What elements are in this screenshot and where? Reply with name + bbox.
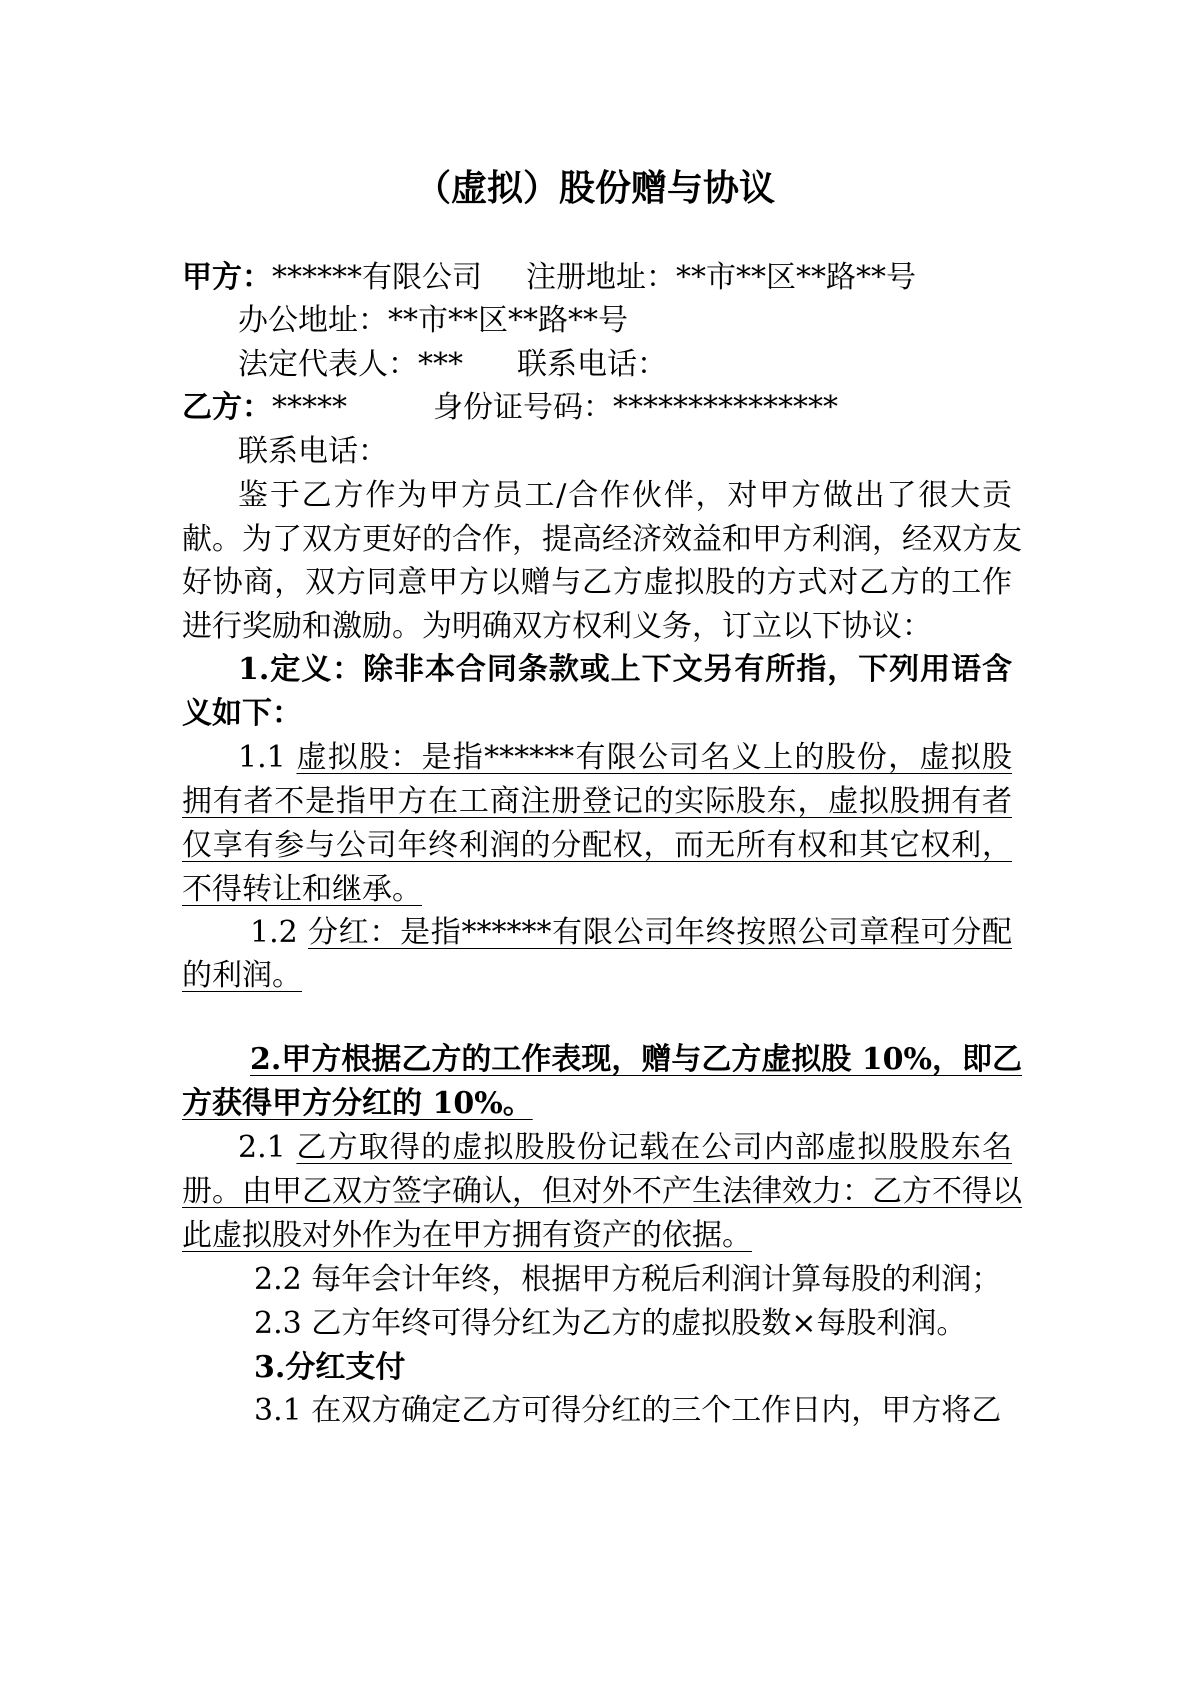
party-b-label: 乙方： xyxy=(182,390,272,425)
clause-text: 乙方取得的虚拟股股份记载在公司内部虚拟股股东名 xyxy=(296,1130,1012,1165)
preamble-line: 好协商，双方同意甲方以赠与乙方虚拟股的方式对乙方的工作 xyxy=(182,565,1012,600)
clause-1-1-line xyxy=(182,782,1012,822)
clause-2-2: 2.2 每年会计年终，根据甲方税后利润计算每股的利润； xyxy=(254,1262,1002,1297)
section-2-heading xyxy=(250,1040,1023,1080)
party-b-phone: 联系电话： xyxy=(238,434,388,469)
party-a-phone: 联系电话： xyxy=(517,347,667,382)
party-a-line xyxy=(182,258,1012,298)
preamble-line: 献。为了双方更好的合作，提高经济效益和甲方利润，经双方友 xyxy=(182,522,1022,557)
preamble-line: 鉴于乙方作为甲方员工/合作伙伴，对甲方做出了很大贡 xyxy=(238,478,1012,513)
clause-text: 的利润。 xyxy=(182,958,302,993)
clause-1-2 xyxy=(250,913,1012,953)
clause-2-1 xyxy=(238,1128,1012,1168)
section-3-heading: 3.分红支付 xyxy=(254,1350,406,1385)
section-2-heading xyxy=(182,1084,1012,1124)
clause-2-3: 2.3 乙方年终可得分红为乙方的虚拟股数×每股利润。 xyxy=(254,1306,967,1341)
clause-3-1: 3.1 在双方确定乙方可得分红的三个工作日内，甲方将乙 xyxy=(254,1393,1002,1428)
section-2-heading-text: 2.甲方根据乙方的工作表现，赠与乙方虚拟股 10%，即乙 xyxy=(250,1042,1023,1077)
party-a-rep-line xyxy=(238,345,1012,385)
clause-text: 虚拟股：是指******有限公司名义上的股份，虚拟股 xyxy=(296,740,1012,775)
document-title: （虚拟）股份赠与协议 xyxy=(414,167,775,209)
clause-1-1-line xyxy=(182,826,1012,866)
party-b-name: ***** xyxy=(272,390,347,425)
party-b-line xyxy=(182,388,1012,428)
clause-text: 拥有者不是指甲方在工商注册登记的实际股东，虚拟股拥有者 xyxy=(182,784,1012,819)
section-1-heading: 1.定义：除非本合同条款或上下文另有所指，下列用语含 xyxy=(238,652,1012,687)
clause-1-1 xyxy=(238,738,1012,778)
section-2-heading-text: 方获得甲方分红的 10%。 xyxy=(182,1086,533,1121)
clause-text: 此虚拟股对外作为在甲方拥有资产的依据。 xyxy=(182,1218,752,1253)
party-a-name: ******有限公司 xyxy=(272,260,482,295)
clause-number: 2.1 xyxy=(238,1130,286,1165)
clause-text: 不得转让和继承。 xyxy=(182,872,422,907)
party-a-legal-rep: 法定代表人：*** xyxy=(238,347,463,382)
clause-1-1-line xyxy=(182,870,1012,910)
party-a-label: 甲方： xyxy=(182,260,272,295)
party-b-id-number: 身份证号码：*************** xyxy=(433,390,838,425)
section-1-heading: 义如下： xyxy=(182,696,302,731)
clause-1-2-line xyxy=(182,956,1012,996)
clause-number: 1.2 xyxy=(250,915,298,950)
clause-text: 分红：是指******有限公司年终按照公司章程可分配 xyxy=(307,915,1013,950)
preamble-line: 进行奖励和激励。为明确双方权利义务，订立以下协议： xyxy=(182,609,932,644)
clause-text: 仅享有参与公司年终利润的分配权，而无所有权和其它权利， xyxy=(182,828,1012,863)
party-a-reg-address: 注册地址：**市**区**路**号 xyxy=(526,260,916,295)
clause-2-1-line xyxy=(182,1216,1012,1256)
clause-text: 册。由甲乙双方签字确认，但对外不产生法律效力：乙方不得以 xyxy=(182,1174,1022,1209)
clause-number: 1.1 xyxy=(238,740,286,775)
party-a-office-address: 办公地址：**市**区**路**号 xyxy=(238,303,628,338)
clause-2-1-line xyxy=(182,1172,1022,1212)
